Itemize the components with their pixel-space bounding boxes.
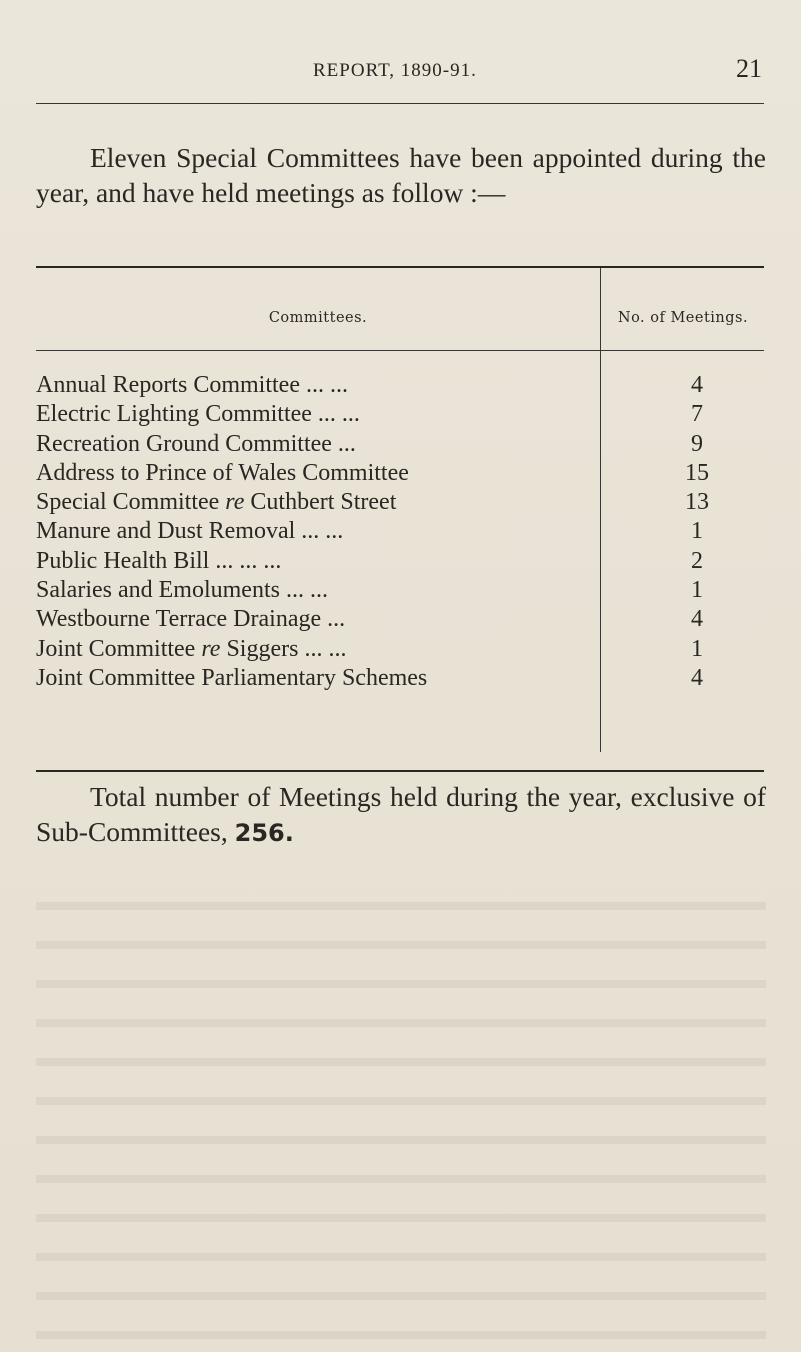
meeting-count: 1 <box>691 577 703 604</box>
running-title: REPORT, 1890-91. <box>313 60 477 81</box>
table-row <box>36 517 764 546</box>
committee-name: Recreation Ground Committee ... <box>36 430 356 457</box>
table-row <box>36 488 764 517</box>
intro-paragraph: Eleven Special Committees have been appointed during the year, and have held meetings as follow :— <box>36 142 766 208</box>
table-row <box>36 664 764 693</box>
table-row <box>36 371 764 400</box>
committee-name: Address to Prince of Wales Committee <box>36 459 409 486</box>
page-number: 21 <box>736 54 762 83</box>
paper-texture <box>36 880 766 1340</box>
table-row <box>36 430 764 459</box>
meeting-count: 4 <box>691 606 703 633</box>
meeting-count: 1 <box>691 635 703 662</box>
total-number: 256. <box>234 819 294 847</box>
latin-re: re <box>225 489 245 516</box>
committee-name: Annual Reports Committee ... ... <box>36 372 348 398</box>
meeting-count: 7 <box>691 401 703 428</box>
meeting-count: 15 <box>685 459 709 486</box>
committee-name: Joint Committee Parliamentary Schemes <box>36 664 428 691</box>
table-row <box>36 576 764 605</box>
meeting-count: 13 <box>685 489 709 516</box>
latin-re: re <box>201 635 221 662</box>
committee-name: Manure and Dust Removal ... ... <box>36 518 344 545</box>
meeting-count: 9 <box>691 430 703 457</box>
total-paragraph <box>36 779 766 851</box>
column-header-committees: Committees. <box>268 310 368 326</box>
header-rule <box>36 103 764 104</box>
page-header <box>36 54 766 94</box>
meeting-count: 2 <box>691 547 703 574</box>
table-row <box>36 547 764 576</box>
committee-name: Special Committee re Cuthbert Street <box>36 489 397 516</box>
table-row <box>36 459 764 488</box>
table-row <box>36 605 764 634</box>
committee-name: Public Health Bill ... ... ... <box>36 547 282 574</box>
committee-name: Westbourne Terrace Drainage ... <box>36 606 346 633</box>
header-divider <box>36 350 764 351</box>
meeting-count: 4 <box>691 372 703 398</box>
meeting-count: 4 <box>691 664 703 691</box>
meeting-count: 1 <box>691 518 703 545</box>
table-row <box>36 635 764 664</box>
committees-table <box>36 266 764 772</box>
committee-name: Salaries and Emoluments ... ... <box>36 577 328 604</box>
committee-name: Electric Lighting Committee ... ... <box>36 401 360 428</box>
total-text: Total number of Meetings held during the year, exclusive of Sub-Committees, <box>36 781 766 847</box>
column-header-meetings: No. of Meetings. <box>617 310 749 326</box>
committee-name: Joint Committee re Siggers ... ... <box>36 635 347 662</box>
table-body <box>36 371 764 693</box>
table-row <box>36 400 764 429</box>
